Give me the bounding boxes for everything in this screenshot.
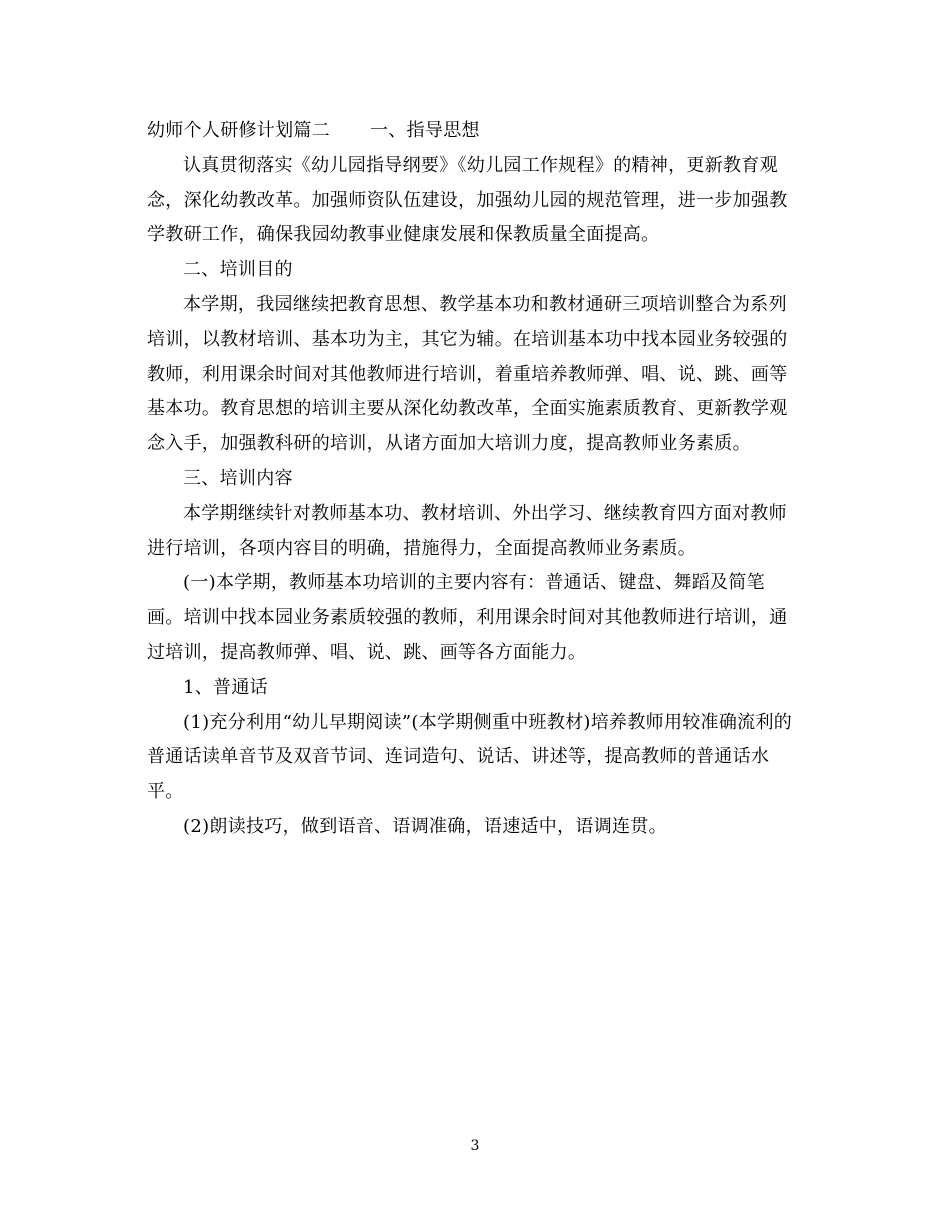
text-line: 念入手，加强教科研的培训，从诸方面加大培训力度，提高教师业务素质。	[147, 433, 751, 455]
text-line: 教师，利用课余时间对其他教师进行培训，着重培养教师弹、唱、说、跳、画等	[147, 363, 788, 385]
text-line: 普通话读单音节及双音节词、连词造句、说话、讲述等，提高教师的普通话水	[147, 746, 770, 768]
subheading-mandarin	[147, 671, 807, 706]
paragraph-training-purpose	[147, 288, 807, 462]
text-line: 过培训，提高教师弹、唱、说、跳、画等各方面能力。	[147, 641, 587, 663]
heading-line: 二、培训目的	[183, 259, 293, 281]
text-line: (2)朗读技巧，做到语音、语调准确，语速适中，语调连贯。	[183, 815, 667, 837]
text-line: 培训，以教材培训、基本功为主，其它为辅。在培训基本功中找本园业务较强的	[147, 328, 788, 350]
heading-line: 三、培训内容	[183, 467, 293, 489]
text-line: 学教研工作，确保我园幼教事业健康发展和保教质量全面提高。	[147, 224, 660, 246]
text-line: 念，深化幼教改革。加强师资队伍建设，加强幼儿园的规范管理，进一步加强教	[147, 189, 788, 211]
text-line: (一)本学期，教师基本功培训的主要内容有：普通话、键盘、舞蹈及简笔	[183, 572, 765, 594]
section-heading-training-purpose	[147, 253, 807, 288]
text-line: 平。	[147, 781, 184, 803]
paragraph-mandarin-item-2	[147, 810, 807, 845]
section-heading-training-content	[147, 462, 807, 497]
paragraph-mandarin-item-1	[147, 706, 807, 810]
text-line: 进行培训，各项内容目的明确，措施得力，全面提高教师业务素质。	[147, 537, 696, 559]
section-heading-guiding-thought: 一、指导思想	[370, 120, 480, 141]
text-line: 本学期，我园继续把教育思想、教学基本功和教材通研三项培训整合为系列	[183, 293, 787, 315]
paragraph-guiding-thought	[147, 149, 807, 253]
text-line: 本学期继续针对教师基本功、教材培训、外出学习、继续教育四方面对教师	[183, 502, 787, 524]
text-line: 认真贯彻落实《幼儿园指导纲要》《幼儿园工作规程》的精神，更新教育观	[183, 154, 778, 176]
page-number: 3	[470, 1138, 480, 1154]
text-line: 基本功。教育思想的培训主要从深化幼教改革，全面实施素质教育、更新教学观	[147, 398, 788, 420]
paragraph-basic-skills	[147, 566, 807, 670]
paragraph-training-content	[147, 497, 807, 567]
text-line: (1)充分利用“幼儿早期阅读”(本学期侧重中班教材)培养教师用较准确流利的	[183, 711, 793, 733]
text-line: 画。培训中找本园业务素质较强的教师，利用课余时间对其他教师进行培训，通	[147, 607, 788, 629]
heading-line: 1、普通话	[183, 676, 268, 698]
title-line	[147, 114, 807, 149]
document-title: 幼师个人研修计划篇二	[147, 120, 330, 141]
document-body	[147, 114, 807, 845]
